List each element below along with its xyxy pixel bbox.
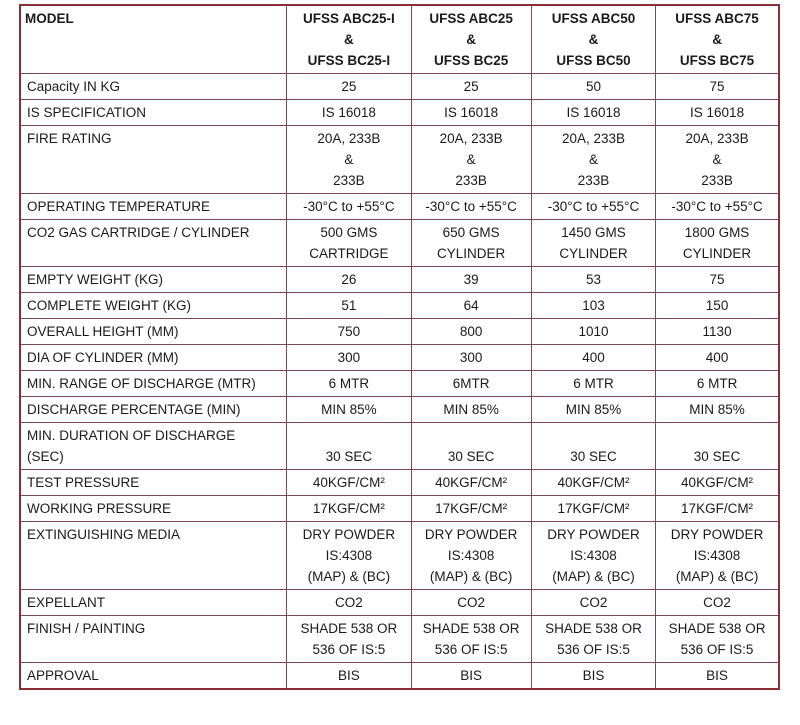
value-line: -30°C to +55°C: [671, 199, 763, 214]
value-line: 1130: [702, 324, 732, 339]
value-line: (MAP) & (BC): [307, 569, 391, 584]
value-cell: [287, 371, 411, 397]
value-line: &: [712, 152, 722, 167]
value-line: 40KGF/CM²: [312, 475, 385, 490]
value-line: 6 MTR: [573, 376, 614, 391]
value-line: DRY POWDER: [424, 527, 518, 542]
value-cell: [531, 616, 655, 663]
value-cell: [287, 126, 411, 194]
value-cell: [287, 616, 411, 663]
row-label-line: APPROVAL: [27, 668, 99, 683]
value-line: CYLINDER: [437, 246, 506, 261]
value-cell: [287, 345, 411, 371]
value-line: 6 MTR: [328, 376, 370, 391]
model-name-line: &: [466, 32, 477, 47]
value-line: -30°C to +55°C: [425, 199, 517, 214]
value-line: 536 OF IS:5: [680, 642, 754, 657]
value-line: CO2: [579, 595, 608, 610]
table-row: [20, 496, 779, 522]
specification-table: [19, 4, 780, 690]
value-line: BIS: [582, 668, 605, 683]
value-cell: [531, 293, 655, 319]
value-line: 536 OF IS:5: [434, 642, 508, 657]
value-cell: [531, 267, 655, 293]
table-row: [20, 319, 779, 345]
value-line: MIN 85%: [689, 402, 745, 417]
model-name-line: UFSS ABC25: [429, 11, 513, 26]
value-cell: [411, 470, 531, 496]
value-line: 233B: [701, 173, 733, 188]
value-cell: [287, 423, 411, 470]
header-label-cell: MODEL: [20, 5, 287, 74]
value-line: 800: [459, 324, 483, 339]
value-cell: [411, 194, 531, 220]
row-label-line: CO2 GAS CARTRIDGE / CYLINDER: [27, 225, 250, 240]
value-line: 39: [463, 272, 479, 287]
row-label-line: IS SPECIFICATION: [27, 105, 147, 120]
value-line: 30 SEC: [325, 449, 373, 464]
value-line: 51: [341, 298, 357, 313]
value-cell: [531, 423, 655, 470]
value-line: MIN 85%: [321, 402, 377, 417]
value-cell: [411, 345, 531, 371]
model-name-line: UFSS BC25-I: [307, 53, 391, 68]
value-cell: [531, 194, 655, 220]
value-line: 40KGF/CM²: [681, 475, 754, 490]
value-line: IS:4308: [693, 548, 741, 563]
value-line: 150: [705, 298, 729, 313]
value-cell: [411, 496, 531, 522]
value-cell: [531, 126, 655, 194]
value-cell: [411, 126, 531, 194]
value-cell: [287, 496, 411, 522]
value-line: 1800 GMS: [684, 225, 750, 240]
table-row: [20, 126, 779, 194]
value-line: DRY POWDER: [302, 527, 396, 542]
value-cell: [287, 470, 411, 496]
row-label-line: OPERATING TEMPERATURE: [27, 199, 211, 214]
table-row: [20, 74, 779, 100]
value-line: 17KGF/CM²: [312, 501, 385, 516]
row-label-line: DISCHARGE PERCENTAGE (MIN): [27, 402, 241, 417]
table-row: [20, 371, 779, 397]
value-cell: [287, 663, 411, 690]
value-line: (MAP) & (BC): [429, 569, 513, 584]
value-cell: [656, 397, 779, 423]
value-cell: [531, 470, 655, 496]
value-cell: [411, 522, 531, 590]
row-label-cell: [20, 74, 287, 100]
value-cell: [656, 616, 779, 663]
value-cell: [411, 100, 531, 126]
row-label-cell: [20, 590, 287, 616]
value-line: 650 GMS: [442, 225, 500, 240]
model-header-cell: [411, 5, 531, 74]
value-cell: [411, 319, 531, 345]
value-cell: [656, 470, 779, 496]
value-line: IS 16018: [444, 105, 499, 120]
value-cell: [531, 496, 655, 522]
row-label-line: DIA OF CYLINDER (MM): [27, 350, 179, 365]
model-header-cell: [656, 5, 779, 74]
value-line: 500 GMS: [320, 225, 378, 240]
value-cell: [656, 371, 779, 397]
value-line: CARTRIDGE: [309, 246, 389, 261]
row-label-line: WORKING PRESSURE: [27, 501, 172, 516]
row-label-line: EXPELLANT: [27, 595, 106, 610]
value-line: (MAP) & (BC): [675, 569, 759, 584]
value-cell: [411, 371, 531, 397]
table-row: [20, 470, 779, 496]
table-row: [20, 397, 779, 423]
value-line: 64: [463, 298, 479, 313]
table-row: [20, 194, 779, 220]
value-cell: [411, 220, 531, 267]
value-cell: [656, 293, 779, 319]
table-header: [20, 5, 779, 74]
row-label-cell: [20, 496, 287, 522]
table-row: [20, 590, 779, 616]
table-row: [20, 267, 779, 293]
value-line: 30 SEC: [693, 449, 741, 464]
table-row: [20, 100, 779, 126]
value-cell: [411, 663, 531, 690]
row-label-cell: [20, 126, 287, 194]
value-line: 233B: [333, 173, 365, 188]
value-cell: [656, 194, 779, 220]
value-line: BIS: [337, 668, 360, 683]
value-cell: [531, 590, 655, 616]
value-line: 17KGF/CM²: [557, 501, 630, 516]
value-cell: [656, 220, 779, 267]
value-cell: [531, 319, 655, 345]
table-row: [20, 616, 779, 663]
value-cell: [287, 319, 411, 345]
value-line: DRY POWDER: [547, 527, 640, 542]
value-line: 20A, 233B: [561, 131, 625, 146]
value-cell: [656, 423, 779, 470]
value-line: 25: [463, 79, 479, 94]
value-cell: [531, 345, 655, 371]
row-label-cell: [20, 100, 287, 126]
model-name-line: UFSS ABC25-I: [302, 11, 395, 26]
value-line: 300: [337, 350, 361, 365]
row-label-cell: [20, 522, 287, 590]
row-label-line: FINISH / PAINTING: [27, 621, 146, 636]
value-cell: [411, 423, 531, 470]
value-line: 20A, 233B: [685, 131, 749, 146]
model-name-line: UFSS BC50: [556, 53, 631, 68]
value-line: CO2: [703, 595, 731, 610]
value-cell: [411, 293, 531, 319]
value-cell: [656, 522, 779, 590]
value-line: 75: [709, 79, 725, 94]
value-line: 50: [585, 79, 601, 94]
model-name-line: &: [712, 32, 722, 47]
value-line: CYLINDER: [682, 246, 752, 261]
value-line: 103: [582, 298, 605, 313]
value-cell: [531, 74, 655, 100]
model-header-cell: [287, 5, 411, 74]
value-line: 20A, 233B: [317, 131, 381, 146]
table-body: [20, 74, 779, 690]
value-line: 30 SEC: [447, 449, 495, 464]
row-label-cell: [20, 423, 287, 470]
value-line: IS:4308: [325, 548, 373, 563]
value-line: IS 16018: [321, 105, 376, 120]
value-line: IS 16018: [690, 105, 745, 120]
row-label-line: (SEC): [27, 449, 64, 464]
value-line: 233B: [577, 173, 610, 188]
value-line: 30 SEC: [570, 449, 617, 464]
row-label-line: OVERALL HEIGHT (MM): [27, 324, 179, 339]
row-label-cell: [20, 267, 287, 293]
value-cell: [531, 220, 655, 267]
table-row: [20, 522, 779, 590]
value-line: 53: [585, 272, 601, 287]
value-cell: [531, 522, 655, 590]
row-label-cell: [20, 220, 287, 267]
value-line: 17KGF/CM²: [681, 501, 754, 516]
row-label-cell: [20, 397, 287, 423]
row-label-line: TEST PRESSURE: [27, 475, 140, 490]
table-row: [20, 345, 779, 371]
row-label-line: EXTINGUISHING MEDIA: [27, 527, 181, 542]
value-line: CYLINDER: [559, 246, 628, 261]
value-line: IS 16018: [566, 105, 621, 120]
table-row: [20, 293, 779, 319]
value-line: (MAP) & (BC): [552, 569, 635, 584]
row-label-cell: [20, 616, 287, 663]
row-label-line: FIRE RATING: [27, 131, 112, 146]
value-line: CO2: [334, 595, 363, 610]
value-line: 750: [337, 324, 361, 339]
value-cell: [411, 74, 531, 100]
value-cell: [656, 496, 779, 522]
header-row: [20, 5, 779, 74]
row-label-line: MIN. DURATION OF DISCHARGE: [27, 428, 236, 443]
value-cell: [287, 590, 411, 616]
value-cell: [287, 397, 411, 423]
value-cell: [411, 590, 531, 616]
value-line: IS:4308: [447, 548, 495, 563]
value-cell: [656, 126, 779, 194]
value-cell: [656, 663, 779, 690]
value-line: -30°C to +55°C: [303, 199, 395, 214]
value-line: DRY POWDER: [670, 527, 764, 542]
value-cell: [656, 267, 779, 293]
row-label-cell: [20, 663, 287, 690]
value-cell: [287, 220, 411, 267]
row-label-cell: [20, 293, 287, 319]
row-label-line: Capacity IN KG: [27, 79, 121, 94]
value-line: SHADE 538 OR: [545, 621, 642, 636]
model-name-line: UFSS BC75: [679, 53, 755, 68]
row-label-cell: [20, 371, 287, 397]
value-cell: [287, 100, 411, 126]
value-line: 40KGF/CM²: [435, 475, 508, 490]
value-cell: [656, 100, 779, 126]
value-line: 20A, 233B: [439, 131, 503, 146]
value-line: 6MTR: [452, 376, 490, 391]
model-name-line: &: [588, 32, 599, 47]
row-label-cell: [20, 470, 287, 496]
value-cell: [411, 616, 531, 663]
model-name-line: UFSS BC25: [434, 53, 509, 68]
value-line: MIN 85%: [443, 402, 499, 417]
table-row: [20, 423, 779, 470]
row-label-line: COMPLETE WEIGHT (KG): [27, 298, 192, 313]
value-line: 400: [582, 350, 605, 365]
value-line: 75: [709, 272, 725, 287]
value-line: BIS: [706, 668, 728, 683]
value-cell: [287, 194, 411, 220]
value-line: SHADE 538 OR: [422, 621, 520, 636]
value-line: SHADE 538 OR: [300, 621, 398, 636]
value-line: BIS: [460, 668, 483, 683]
value-line: 40KGF/CM²: [557, 475, 630, 490]
value-cell: [287, 293, 411, 319]
value-line: SHADE 538 OR: [668, 621, 766, 636]
value-cell: [411, 267, 531, 293]
value-line: 17KGF/CM²: [435, 501, 508, 516]
value-line: &: [466, 152, 476, 167]
value-line: 6 MTR: [696, 376, 738, 391]
value-cell: [656, 319, 779, 345]
value-line: &: [588, 152, 598, 167]
value-cell: [287, 267, 411, 293]
row-label-line: EMPTY WEIGHT (KG): [27, 272, 164, 287]
value-cell: [411, 397, 531, 423]
value-line: 1450 GMS: [561, 225, 626, 240]
value-line: 26: [341, 272, 357, 287]
model-name-line: &: [343, 32, 354, 47]
value-cell: [287, 74, 411, 100]
value-line: 400: [705, 350, 729, 365]
model-name-line: UFSS ABC75: [675, 11, 759, 26]
table-row: [20, 220, 779, 267]
model-header-cell: [531, 5, 655, 74]
value-line: 536 OF IS:5: [312, 642, 386, 657]
value-line: IS:4308: [570, 548, 617, 563]
value-cell: [531, 371, 655, 397]
value-line: &: [344, 152, 354, 167]
value-line: 536 OF IS:5: [557, 642, 630, 657]
row-label-cell: [20, 319, 287, 345]
value-line: 1010: [578, 324, 609, 339]
model-name-line: UFSS ABC50: [551, 11, 636, 26]
value-cell: [656, 74, 779, 100]
row-label-cell: [20, 345, 287, 371]
value-cell: [531, 397, 655, 423]
value-line: CO2: [457, 595, 486, 610]
value-cell: [656, 345, 779, 371]
value-cell: [656, 590, 779, 616]
value-cell: [531, 100, 655, 126]
value-cell: [531, 663, 655, 690]
table-row: [20, 663, 779, 690]
value-line: -30°C to +55°C: [547, 199, 640, 214]
value-line: 25: [341, 79, 357, 94]
row-label-line: MIN. RANGE OF DISCHARGE (MTR): [27, 376, 256, 391]
row-label-cell: [20, 194, 287, 220]
value-line: MIN 85%: [565, 402, 622, 417]
value-line: 233B: [455, 173, 487, 188]
value-line: 300: [459, 350, 483, 365]
value-cell: [287, 522, 411, 590]
